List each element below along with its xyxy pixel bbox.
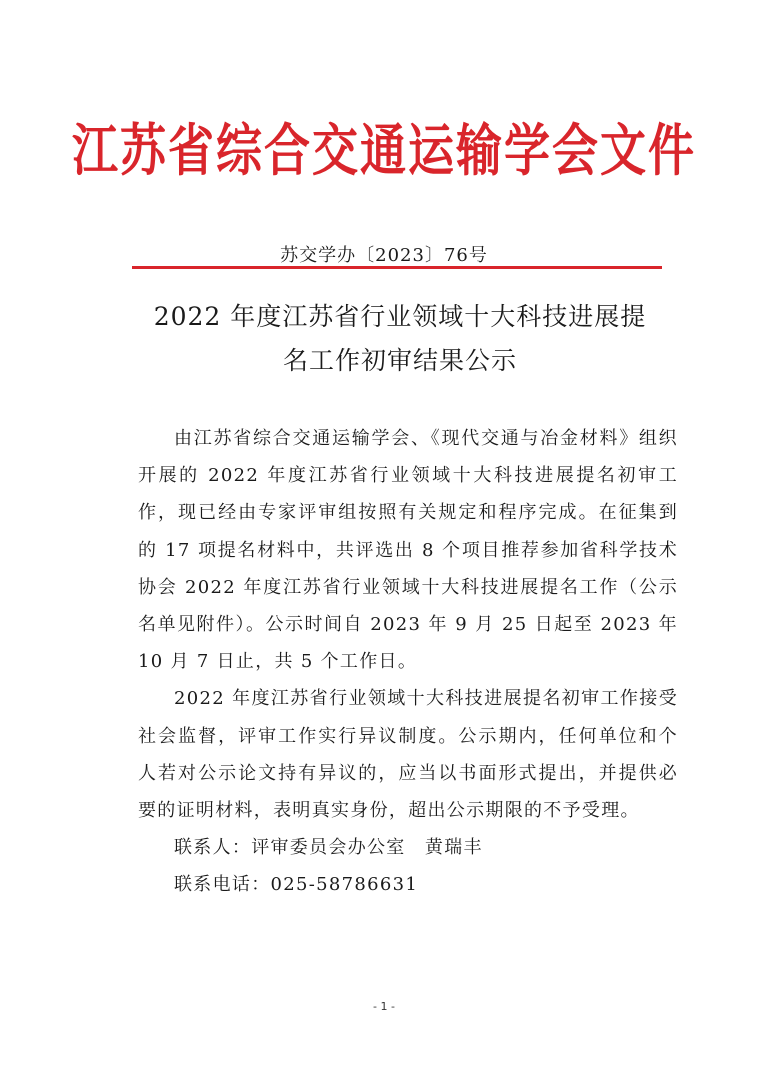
org-header-title: 江苏省综合交通运输学会文件 [72,117,696,184]
page-number: - 1 - [373,1000,395,1013]
red-divider-line [132,266,662,269]
body-paragraph-2: 2022 年度江苏省行业领域十大科技进展提名初审工作接受社会监督，评审工作实行异议制度。公示期内，任何单位和个人若对公示论文持有异议的，应当以书面形式提出，并提供必要的证明材料，表明真实身份，超出公示期限的不予受理。 [138,688,678,822]
body-paragraph-1: 由江苏省综合交通运输学会、《现代交通与冶金材料》组织开展的 2022 年度江苏省行业领域十大科技进展提名初审工作，现已经由专家评审组按照有关规定和程序完成。在征集到的 17 项提名材料中，共评选出 8 个项目推荐参加省科学技术协会 2022 年度江苏省行业领域十大科技进展提名工作（公示名单见附件）。公示时间自 2023 年 9 月 25 日起至 2023 年 10 月 7 日止，共 5 个工作日。 [138,428,678,673]
document-number: 苏交学办〔2023〕76号 [280,245,488,266]
document-title [120,295,680,383]
contact-person: 联系人：评审委员会办公室 黄瑞丰 [174,837,483,859]
title-line-1: 2022 年度江苏省行业领域十大科技进展提 [153,302,647,331]
contact-phone: 联系电话：025-58786631 [174,874,419,896]
document-body [138,420,678,904]
title-line-2: 名工作初审结果公示 [282,346,517,375]
